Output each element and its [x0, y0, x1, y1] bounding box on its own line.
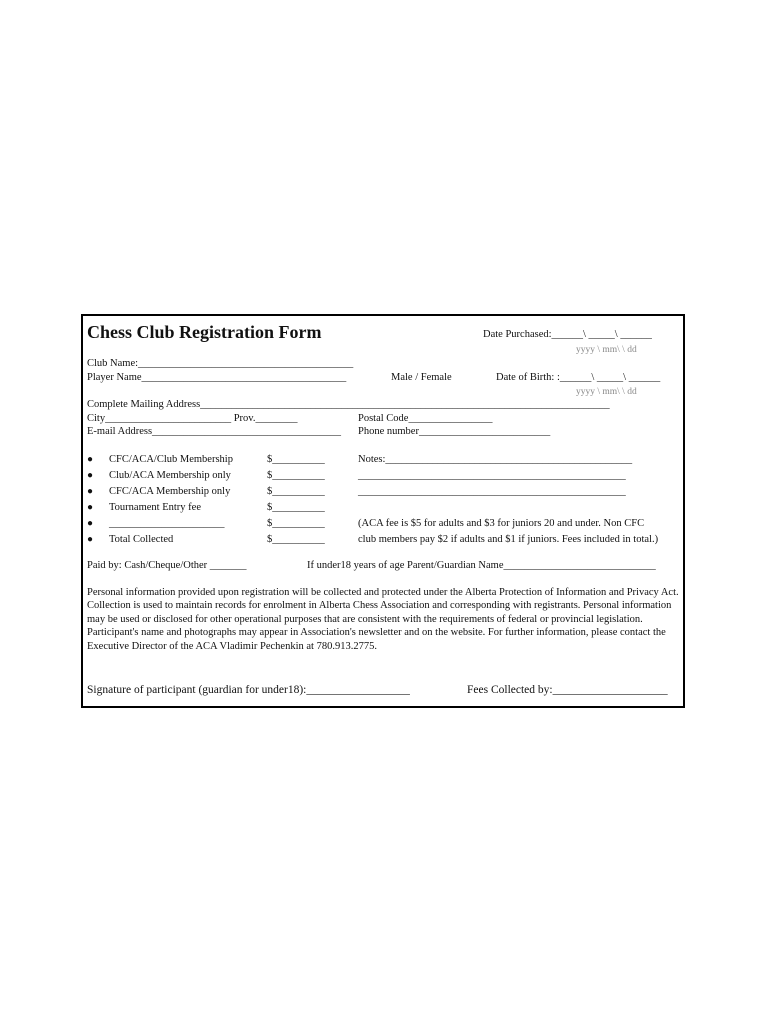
fee-label: CFC/ACA/Club Membership — [109, 454, 233, 465]
mailing-address-field[interactable]: Complete Mailing Address______________________________________________________________________________ — [87, 399, 610, 410]
fee-label: Total Collected — [109, 534, 174, 545]
registration-form — [81, 314, 685, 708]
player-name-field[interactable]: Player Name_______________________________________ — [87, 372, 347, 383]
fee-label: Tournament Entry fee — [109, 502, 201, 513]
fee-bullet: ● — [87, 486, 94, 497]
signature-field[interactable]: Signature of participant (guardian for under18):__________________ — [87, 684, 410, 696]
fee-bullet: ● — [87, 470, 94, 481]
total-amount-field[interactable]: $__________ — [267, 534, 325, 545]
fee-bullet: ● — [87, 502, 94, 513]
fee-amount-field[interactable]: $__________ — [267, 518, 325, 529]
email-field[interactable]: E-mail Address____________________________________ — [87, 426, 342, 437]
notes-line[interactable]: ___________________________________________________ — [358, 470, 626, 481]
phone-field[interactable]: Phone number_________________________ — [358, 426, 551, 437]
fee-bullet: ● — [87, 454, 94, 465]
postal-code-field[interactable]: Postal Code________________ — [358, 413, 493, 424]
notes-line[interactable]: ___________________________________________________ — [358, 486, 626, 497]
fee-amount-field[interactable]: $__________ — [267, 454, 325, 465]
gender-field[interactable]: Male / Female — [391, 372, 452, 383]
fee-amount-field[interactable]: $__________ — [267, 470, 325, 481]
date-of-birth-field[interactable]: Date of Birth: :______\ _____\ ______ — [496, 372, 661, 383]
fee-amount-field[interactable]: $__________ — [267, 502, 325, 513]
privacy-notice: Personal information provided upon registration will be collected and protected under the Alberta Protection of Information and Privacy Act. Collection is used to maintain records for enrolment in Alberta Chess Association and corresponding with registrants. Personal information may be used or disclosed for other operational purposes that are consistent with the requirements of federal or provincial legislation. Participant's name and photographs may appear in Association's newsletter and on the website. For further information, please contact the Executive Director of the ACA Vladimir Pechenkin at 780.913.2775. — [87, 587, 679, 652]
aca-fee-note: (ACA fee is $5 for adults and $3 for juniors 20 and under. Non CFC — [358, 518, 645, 529]
fee-bullet: ● — [87, 518, 94, 529]
fee-bullet: ● — [87, 534, 94, 545]
fee-label: Club/ACA Membership only — [109, 470, 231, 481]
fees-collected-by-field[interactable]: Fees Collected by:____________________ — [467, 684, 668, 696]
aca-fee-note: club members pay $2 if adults and $1 if juniors. Fees included in total.) — [358, 534, 659, 545]
form-title: Chess Club Registration Form — [87, 322, 322, 342]
guardian-name-field[interactable]: If under18 years of age Parent/Guardian Name_____________________________ — [307, 560, 656, 571]
date-purchased-field[interactable]: Date Purchased:______\ _____\ ______ — [483, 329, 652, 340]
fee-amount-field[interactable]: $__________ — [267, 486, 325, 497]
date-of-birth-hint: yyyy \ mm\ \ dd — [576, 387, 637, 397]
fee-label: CFC/ACA Membership only — [109, 486, 231, 497]
club-name-field[interactable]: Club Name:_________________________________________ — [87, 358, 354, 369]
paid-by-field[interactable]: Paid by: Cash/Cheque/Other _______ — [87, 560, 247, 571]
city-prov-field[interactable]: City________________________ Prov.________ — [87, 413, 298, 424]
fee-custom-label-field[interactable]: ______________________ — [109, 518, 225, 529]
notes-field[interactable]: Notes:_______________________________________________ — [358, 454, 633, 465]
date-purchased-hint: yyyy \ mm\ \ dd — [576, 345, 637, 355]
